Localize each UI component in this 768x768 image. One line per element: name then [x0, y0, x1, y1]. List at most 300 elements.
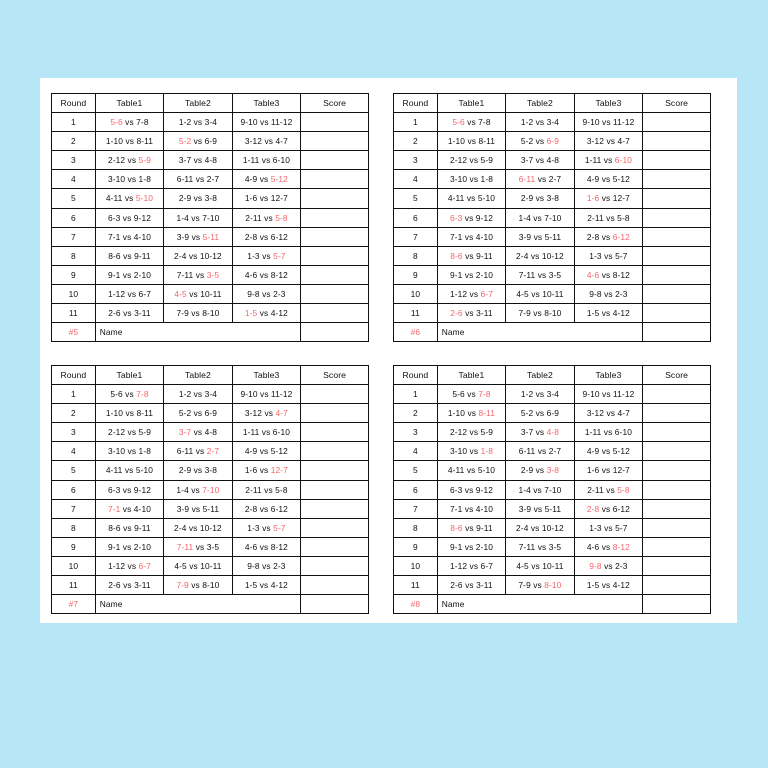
match-cell-table1: [437, 208, 505, 227]
round-number: 5: [52, 461, 96, 480]
match-cell-table1: [95, 576, 163, 595]
pairing-text: 6-11 vs 2-7: [518, 446, 562, 457]
score-input-cell[interactable]: [301, 480, 369, 499]
match-cell-table3: [574, 518, 642, 537]
pairing-text: 9-8 vs 2-3: [247, 560, 286, 571]
score-input-cell[interactable]: [301, 423, 369, 442]
round-number: 11: [52, 304, 96, 323]
highlighted-pairing: 6-10: [614, 155, 632, 166]
match-cell-table2: [506, 556, 574, 575]
pairing-text: 9-10 vs 11-12: [240, 117, 293, 128]
table-row: [52, 556, 369, 575]
match-cell-table3: [232, 189, 300, 208]
table-row: [52, 461, 369, 480]
pairing-text: 4-9 vs: [244, 174, 271, 185]
match-cell-table2: [506, 208, 574, 227]
highlighted-pairing: 6-12: [612, 231, 630, 242]
match-cell-table1: [95, 518, 163, 537]
match-cell-table1: [437, 132, 505, 151]
table-row: [394, 442, 711, 461]
match-cell-table1: [95, 442, 163, 461]
match-cell-table2: [506, 265, 574, 284]
match-cell-table2: [506, 576, 574, 595]
pairing-text: 1-12 vs 6-7: [107, 288, 151, 299]
table-row: [394, 113, 711, 132]
round-number: 1: [394, 113, 438, 132]
player-footer-row: [394, 323, 711, 342]
pairing-text: 9-10 vs 11-12: [582, 117, 635, 128]
round-number: 3: [52, 151, 96, 170]
table-row: [394, 518, 711, 537]
pairing-text: vs 2-7: [535, 174, 562, 185]
score-input-cell[interactable]: [301, 265, 369, 284]
pairing-text: 2-4 vs 10-12: [174, 250, 222, 261]
pairing-text: 1-6 vs: [244, 465, 271, 476]
pairing-text: 1-12 vs: [449, 288, 481, 299]
score-input-cell[interactable]: [301, 284, 369, 303]
match-cell-table1: [95, 385, 163, 404]
table-row: [52, 227, 369, 246]
match-cell-table1: [95, 208, 163, 227]
table-row: [394, 132, 711, 151]
pairing-text: 8-6 vs 9-11: [108, 522, 151, 533]
match-cell-table2: [164, 499, 232, 518]
round-number: 4: [52, 442, 96, 461]
score-input-cell[interactable]: [301, 151, 369, 170]
pairing-text: 1-2 vs 3-4: [178, 117, 218, 128]
score-input-cell[interactable]: [643, 480, 711, 499]
total-score-cell[interactable]: [301, 595, 369, 614]
match-cell-table1: [437, 265, 505, 284]
table-row: [394, 304, 711, 323]
pairing-text: 5-2 vs: [520, 136, 547, 147]
match-cell-table3: [232, 518, 300, 537]
score-input-cell[interactable]: [643, 442, 711, 461]
pairing-text: vs 7-8: [122, 117, 149, 128]
round-number: 9: [52, 265, 96, 284]
score-input-cell[interactable]: [643, 304, 711, 323]
score-input-cell[interactable]: [643, 113, 711, 132]
pairing-text: 3-12 vs 4-7: [244, 136, 288, 147]
score-input-cell[interactable]: [301, 404, 369, 423]
player-number-label: #5: [52, 323, 96, 342]
match-cell-table2: [506, 423, 574, 442]
match-cell-table3: [232, 537, 300, 556]
match-cell-table3: [574, 227, 642, 246]
match-cell-table3: [232, 132, 300, 151]
table-row: [52, 265, 369, 284]
match-cell-table2: [164, 442, 232, 461]
player-number-label: #6: [394, 323, 438, 342]
table-row: [394, 423, 711, 442]
round-number: 2: [52, 132, 96, 151]
table-row: [52, 151, 369, 170]
match-cell-table2: [164, 113, 232, 132]
pairing-text: 6-3 vs 9-12: [107, 212, 151, 223]
pairing-text: 3-12 vs: [244, 408, 276, 419]
score-input-cell[interactable]: [643, 132, 711, 151]
pairing-text: 2-12 vs 5-9: [449, 427, 493, 438]
pairing-text: 3-10 vs 1-8: [107, 174, 151, 185]
round-number: 2: [52, 404, 96, 423]
round-number: 6: [394, 480, 438, 499]
match-cell-table1: [95, 461, 163, 480]
match-cell-table2: [164, 423, 232, 442]
round-number: 8: [394, 246, 438, 265]
highlighted-pairing: 5-6: [452, 117, 465, 128]
score-input-cell[interactable]: [301, 385, 369, 404]
match-cell-table3: [574, 480, 642, 499]
pairing-text: 7-9 vs 8-10: [176, 308, 220, 319]
round-number: 11: [52, 576, 96, 595]
pairing-text: 5-2 vs 6-9: [520, 408, 560, 419]
highlighted-pairing: 2-7: [206, 446, 220, 457]
match-cell-table1: [437, 576, 505, 595]
pairing-text: vs 9-11: [462, 522, 493, 533]
highlighted-pairing: 5-8: [275, 212, 288, 223]
match-cell-table1: [437, 284, 505, 303]
match-cell-table1: [437, 480, 505, 499]
pairing-text: 3-7 vs: [520, 427, 547, 438]
match-cell-table1: [437, 423, 505, 442]
match-cell-table3: [232, 480, 300, 499]
score-input-cell[interactable]: [301, 537, 369, 556]
match-cell-table3: [232, 576, 300, 595]
table-row: [394, 556, 711, 575]
match-cell-table2: [506, 170, 574, 189]
pairing-text: 2-9 vs 3-8: [178, 465, 218, 476]
highlighted-pairing: 6-7: [138, 560, 151, 571]
pairing-text: 2-12 vs 5-9: [449, 155, 493, 166]
round-number: 9: [52, 537, 96, 556]
pairing-text: 1-6 vs 12-7: [244, 193, 288, 204]
pairing-text: 1-4 vs 7-10: [176, 212, 220, 223]
column-header-table3: Table3: [574, 94, 642, 113]
round-number: 2: [394, 404, 438, 423]
highlighted-pairing: 3-5: [206, 269, 220, 280]
score-input-cell[interactable]: [301, 576, 369, 595]
table-row: [52, 385, 369, 404]
table-player-8: [393, 365, 711, 614]
column-header-table3: Table3: [232, 366, 300, 385]
match-cell-table1: [437, 304, 505, 323]
pairing-text: 9-10 vs 11-12: [582, 389, 635, 400]
pairing-text: 1-3 vs: [247, 250, 274, 261]
pairing-text: 2-11 vs: [587, 484, 618, 495]
score-input-cell[interactable]: [643, 537, 711, 556]
score-input-cell[interactable]: [643, 227, 711, 246]
player-number-label: #7: [52, 595, 96, 614]
player-name-field[interactable]: Name: [95, 323, 300, 342]
table-row: [52, 423, 369, 442]
pairing-text: 1-11 vs 6-10: [242, 155, 290, 166]
pairing-text: 1-10 vs 8-11: [105, 408, 154, 419]
match-cell-table1: [95, 556, 163, 575]
highlighted-pairing: 5-6: [110, 117, 123, 128]
table-row: [52, 518, 369, 537]
match-cell-table2: [506, 284, 574, 303]
score-input-cell[interactable]: [301, 499, 369, 518]
match-cell-table3: [232, 227, 300, 246]
pairing-text: 3-9 vs 5-11: [518, 503, 562, 514]
highlighted-pairing: 3-7: [178, 427, 192, 438]
table-row: [394, 284, 711, 303]
pairing-text: 1-5 vs 4-12: [586, 308, 630, 319]
match-cell-table1: [95, 113, 163, 132]
pairing-text: 1-3 vs 5-7: [589, 250, 628, 261]
pairing-text: 7-1 vs 4-10: [449, 503, 493, 514]
match-cell-table1: [95, 132, 163, 151]
pairing-text: 3-9 vs 5-11: [518, 231, 562, 242]
pairing-text: 1-4 vs 7-10: [518, 484, 562, 495]
pairing-text: 9-1 vs 2-10: [107, 541, 151, 552]
match-cell-table3: [232, 113, 300, 132]
score-input-cell[interactable]: [643, 246, 711, 265]
match-cell-table1: [95, 480, 163, 499]
score-input-cell[interactable]: [643, 404, 711, 423]
match-cell-table2: [164, 170, 232, 189]
match-cell-table3: [574, 246, 642, 265]
round-number: 1: [52, 385, 96, 404]
table-row: [394, 246, 711, 265]
pairing-text: vs 10-11: [186, 288, 222, 299]
match-cell-table2: [506, 499, 574, 518]
highlighted-pairing: 5-7: [273, 250, 286, 261]
highlighted-pairing: 5-2: [178, 136, 192, 147]
match-cell-table2: [506, 518, 574, 537]
column-header-round: Round: [52, 94, 96, 113]
match-cell-table2: [506, 385, 574, 404]
pairing-text: 1-2 vs 3-4: [178, 389, 218, 400]
pairing-text: 1-3 vs: [247, 522, 274, 533]
pairing-text: 1-4 vs 7-10: [518, 212, 562, 223]
score-input-cell[interactable]: [643, 265, 711, 284]
score-input-cell[interactable]: [643, 518, 711, 537]
highlighted-pairing: 7-11: [176, 541, 194, 552]
pairing-text: 4-11 vs: [105, 193, 136, 204]
pairing-text: 5-2 vs 6-9: [178, 408, 218, 419]
match-cell-table1: [95, 189, 163, 208]
column-header-score: Score: [301, 366, 369, 385]
player-name-field[interactable]: Name: [437, 595, 642, 614]
highlighted-pairing: 3-8: [546, 465, 560, 476]
score-input-cell[interactable]: [643, 461, 711, 480]
pairing-text: vs 4-10: [120, 503, 151, 514]
match-cell-table3: [232, 265, 300, 284]
column-header-table3: Table3: [574, 366, 642, 385]
pairing-text: 6-3 vs 9-12: [449, 484, 493, 495]
match-cell-table1: [95, 423, 163, 442]
match-cell-table3: [574, 284, 642, 303]
score-input-cell[interactable]: [643, 208, 711, 227]
pairing-text: 4-11 vs 5-10: [447, 193, 496, 204]
match-cell-table3: [574, 499, 642, 518]
schedule-sheet: [40, 78, 737, 623]
pairing-text: vs 3-11: [462, 308, 493, 319]
pairing-text: 2-6 vs 3-11: [108, 580, 151, 591]
match-cell-table1: [95, 499, 163, 518]
pairing-text: 2-11 vs 5-8: [587, 212, 630, 223]
player-name-field[interactable]: Name: [95, 595, 300, 614]
round-number: 10: [394, 556, 438, 575]
score-input-cell[interactable]: [643, 151, 711, 170]
highlighted-pairing: 4-7: [275, 408, 288, 419]
highlighted-pairing: 7-1: [107, 503, 121, 514]
pairing-text: 3-10 vs: [449, 446, 481, 457]
highlighted-pairing: 5-12: [270, 174, 288, 185]
match-cell-table2: [506, 404, 574, 423]
column-header-table2: Table2: [506, 366, 574, 385]
score-input-cell[interactable]: [301, 442, 369, 461]
table-row: [52, 442, 369, 461]
table-row: [394, 189, 711, 208]
pairing-text: 4-5 vs 10-11: [174, 560, 222, 571]
score-input-cell[interactable]: [301, 189, 369, 208]
score-input-cell[interactable]: [643, 499, 711, 518]
pairing-text: 7-9 vs: [518, 580, 545, 591]
highlighted-pairing: 7-8: [136, 389, 149, 400]
round-number: 7: [52, 499, 96, 518]
pairing-text: 2-4 vs 10-12: [174, 522, 222, 533]
match-cell-table2: [506, 151, 574, 170]
match-cell-table2: [164, 227, 232, 246]
total-score-cell[interactable]: [643, 595, 711, 614]
match-cell-table2: [164, 404, 232, 423]
match-cell-table2: [506, 442, 574, 461]
match-cell-table3: [574, 556, 642, 575]
match-cell-table2: [164, 208, 232, 227]
round-number: 6: [52, 208, 96, 227]
match-cell-table1: [95, 265, 163, 284]
table-row: [52, 208, 369, 227]
score-input-cell[interactable]: [301, 227, 369, 246]
round-number: 7: [52, 227, 96, 246]
table-row: [394, 404, 711, 423]
table-row: [394, 576, 711, 595]
table-row: [394, 208, 711, 227]
highlighted-pairing: 8-10: [544, 580, 562, 591]
score-input-cell[interactable]: [301, 556, 369, 575]
pairing-text: vs 8-10: [188, 580, 220, 591]
pairing-text: 2-6 vs 3-11: [450, 580, 493, 591]
match-cell-table3: [232, 461, 300, 480]
round-number: 9: [394, 537, 438, 556]
pairing-text: 3-9 vs: [176, 231, 203, 242]
match-cell-table2: [164, 385, 232, 404]
pairing-text: 9-1 vs 2-10: [107, 269, 151, 280]
match-cell-table2: [506, 189, 574, 208]
pairing-text: 1-5 vs 4-12: [244, 580, 288, 591]
pairing-text: vs 6-12: [599, 503, 630, 514]
match-cell-table3: [574, 576, 642, 595]
match-cell-table3: [232, 151, 300, 170]
score-input-cell[interactable]: [643, 576, 711, 595]
column-header-round: Round: [394, 366, 438, 385]
score-input-cell[interactable]: [643, 423, 711, 442]
score-input-cell[interactable]: [301, 113, 369, 132]
table-row: [52, 132, 369, 151]
highlighted-pairing: 4-5: [174, 288, 187, 299]
score-input-cell[interactable]: [643, 189, 711, 208]
match-cell-table1: [437, 151, 505, 170]
table-row: [394, 480, 711, 499]
total-score-cell[interactable]: [301, 323, 369, 342]
match-cell-table3: [232, 246, 300, 265]
column-header-table1: Table1: [95, 366, 163, 385]
table-row: [52, 480, 369, 499]
table-row: [52, 170, 369, 189]
score-input-cell[interactable]: [301, 246, 369, 265]
column-header-table1: Table1: [437, 94, 505, 113]
player-name-field[interactable]: Name: [437, 323, 642, 342]
round-number: 7: [394, 227, 438, 246]
score-input-cell[interactable]: [301, 461, 369, 480]
match-cell-table3: [574, 208, 642, 227]
column-header-table1: Table1: [95, 94, 163, 113]
pairing-text: 1-2 vs 3-4: [520, 389, 560, 400]
pairing-text: 9-1 vs 2-10: [449, 269, 493, 280]
score-input-cell[interactable]: [301, 170, 369, 189]
pairing-text: vs 9-11: [462, 250, 493, 261]
score-input-cell[interactable]: [301, 518, 369, 537]
round-number: 11: [394, 576, 438, 595]
match-cell-table3: [574, 132, 642, 151]
table-row: [394, 385, 711, 404]
score-input-cell[interactable]: [301, 304, 369, 323]
table-row: [394, 537, 711, 556]
match-cell-table1: [437, 246, 505, 265]
column-header-round: Round: [52, 366, 96, 385]
match-cell-table1: [437, 461, 505, 480]
score-input-cell[interactable]: [643, 556, 711, 575]
match-cell-table3: [574, 385, 642, 404]
pairing-text: vs 4-12: [257, 308, 288, 319]
pairing-text: 1-10 vs 8-11: [447, 136, 496, 147]
pairing-text: 6-11 vs: [176, 446, 207, 457]
score-input-cell[interactable]: [643, 284, 711, 303]
match-cell-table1: [95, 304, 163, 323]
score-input-cell[interactable]: [301, 208, 369, 227]
match-cell-table1: [437, 170, 505, 189]
match-cell-table3: [574, 537, 642, 556]
match-cell-table2: [164, 461, 232, 480]
highlighted-pairing: 2-8: [586, 503, 600, 514]
match-cell-table2: [164, 265, 232, 284]
pairing-text: 4-11 vs 5-10: [105, 465, 154, 476]
round-number: 10: [394, 284, 438, 303]
score-input-cell[interactable]: [643, 385, 711, 404]
match-cell-table1: [95, 246, 163, 265]
score-input-cell[interactable]: [301, 132, 369, 151]
score-input-cell[interactable]: [643, 170, 711, 189]
match-cell-table1: [95, 284, 163, 303]
round-number: 1: [394, 385, 438, 404]
match-cell-table1: [437, 189, 505, 208]
table-row: [52, 246, 369, 265]
match-cell-table3: [232, 556, 300, 575]
pairing-text: 7-11 vs 3-5: [518, 541, 562, 552]
pairing-text: 2-11 vs 5-8: [245, 484, 288, 495]
table-header-row: [52, 366, 369, 385]
pairing-text: 3-9 vs 5-11: [176, 503, 220, 514]
pairing-text: 6-3 vs 9-12: [107, 484, 151, 495]
total-score-cell[interactable]: [643, 323, 711, 342]
table-row: [52, 189, 369, 208]
pairing-text: 2-8 vs 6-12: [244, 231, 288, 242]
match-cell-table1: [437, 556, 505, 575]
match-cell-table3: [232, 499, 300, 518]
round-number: 6: [52, 480, 96, 499]
